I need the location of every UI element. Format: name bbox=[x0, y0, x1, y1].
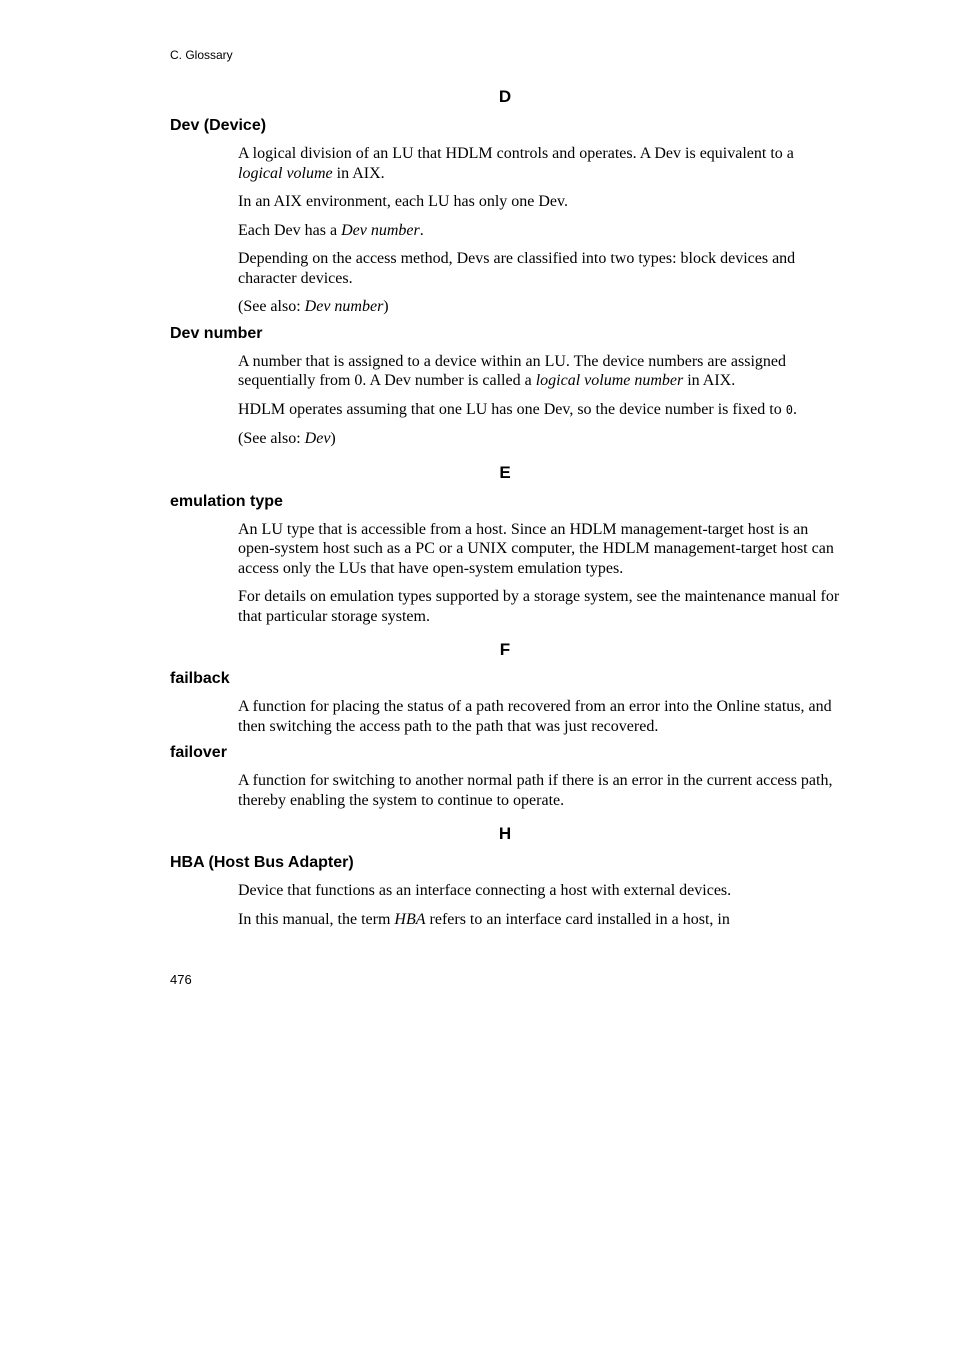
def-paragraph: An LU type that is accessible from a host. Since an HDLM management-target host is an open-system host such as a PC or a UNIX computer, the HDLM management-target host can access only the LUs that have open-system emulation types. bbox=[238, 520, 834, 577]
definition-failover bbox=[238, 771, 842, 810]
italic-term: logical volume number bbox=[535, 372, 684, 389]
text: Each Dev has a bbox=[238, 221, 342, 239]
def-paragraph bbox=[238, 352, 842, 391]
text: . bbox=[419, 221, 424, 239]
running-header: C. Glossary bbox=[170, 48, 233, 62]
term-failover: failover bbox=[170, 744, 227, 761]
definition-failback bbox=[238, 697, 842, 736]
def-paragraph bbox=[238, 221, 842, 241]
text: ) bbox=[330, 430, 336, 447]
term-hba: HBA (Host Bus Adapter) bbox=[170, 854, 354, 871]
text: refers to an interface card installed in a host, in bbox=[425, 910, 730, 928]
term-failback: failback bbox=[170, 670, 230, 687]
glossary-content bbox=[170, 85, 842, 929]
section-letter-d: D bbox=[498, 87, 512, 106]
definition-dev-number bbox=[238, 352, 842, 449]
italic-term: HBA bbox=[394, 910, 426, 928]
text: A number that is assigned to a device within an LU. The device numbers are assigned sequentially from 0. A Dev number is called a bbox=[238, 352, 786, 389]
see-also bbox=[238, 297, 842, 317]
def-paragraph bbox=[238, 400, 842, 421]
section-letter-f: F bbox=[499, 640, 511, 659]
def-paragraph bbox=[238, 144, 842, 183]
def-paragraph: Depending on the access method, Devs are classified into two types: block devices and character devices. bbox=[238, 250, 796, 287]
definition-dev-device bbox=[238, 144, 842, 317]
def-paragraph: A function for placing the status of a path recovered from an error into the Online status, and then switching the access path to the path that was just recovered. bbox=[238, 698, 832, 735]
text: A logical division of an LU that HDLM controls and operates. A Dev is equivalent to a bbox=[238, 145, 794, 162]
code-value: 0 bbox=[785, 402, 793, 417]
see-also bbox=[238, 429, 842, 449]
section-letter-h: H bbox=[498, 824, 512, 843]
definition-emulation-type bbox=[238, 520, 842, 627]
term-dev-device: Dev (Device) bbox=[170, 117, 267, 134]
text: HDLM operates assuming that one LU has one Dev, so the device number is fixed to bbox=[238, 400, 786, 418]
text: (See also: bbox=[238, 430, 305, 447]
section-letter-e: E bbox=[499, 462, 511, 482]
text: (See also: bbox=[238, 298, 305, 315]
text: ) bbox=[383, 298, 389, 315]
term-dev-number: Dev number bbox=[170, 324, 263, 342]
def-paragraph: A function for switching to another normal path if there is an error in the current access path, thereby enabling the system to continue to operate. bbox=[238, 772, 833, 809]
def-paragraph: Device that functions as an interface connecting a host with external devices. bbox=[238, 882, 732, 899]
def-paragraph: In an AIX environment, each LU has only one Dev. bbox=[238, 193, 568, 210]
def-paragraph: For details on emulation types supported by a storage system, see the maintenance manual for that particular storage system. bbox=[238, 588, 840, 625]
italic-term: Dev number bbox=[341, 221, 420, 239]
italic-term: logical volume bbox=[238, 164, 333, 182]
page-number: 476 bbox=[170, 972, 192, 987]
def-paragraph bbox=[238, 910, 842, 930]
definition-hba bbox=[238, 881, 842, 929]
text: In this manual, the term bbox=[238, 910, 395, 928]
text: . bbox=[792, 400, 797, 418]
term-emulation-type: emulation type bbox=[170, 492, 283, 510]
text: in AIX. bbox=[683, 372, 736, 389]
see-also-link: Dev number bbox=[304, 298, 384, 315]
see-also-link: Dev bbox=[304, 430, 331, 447]
text: in AIX. bbox=[332, 164, 385, 182]
